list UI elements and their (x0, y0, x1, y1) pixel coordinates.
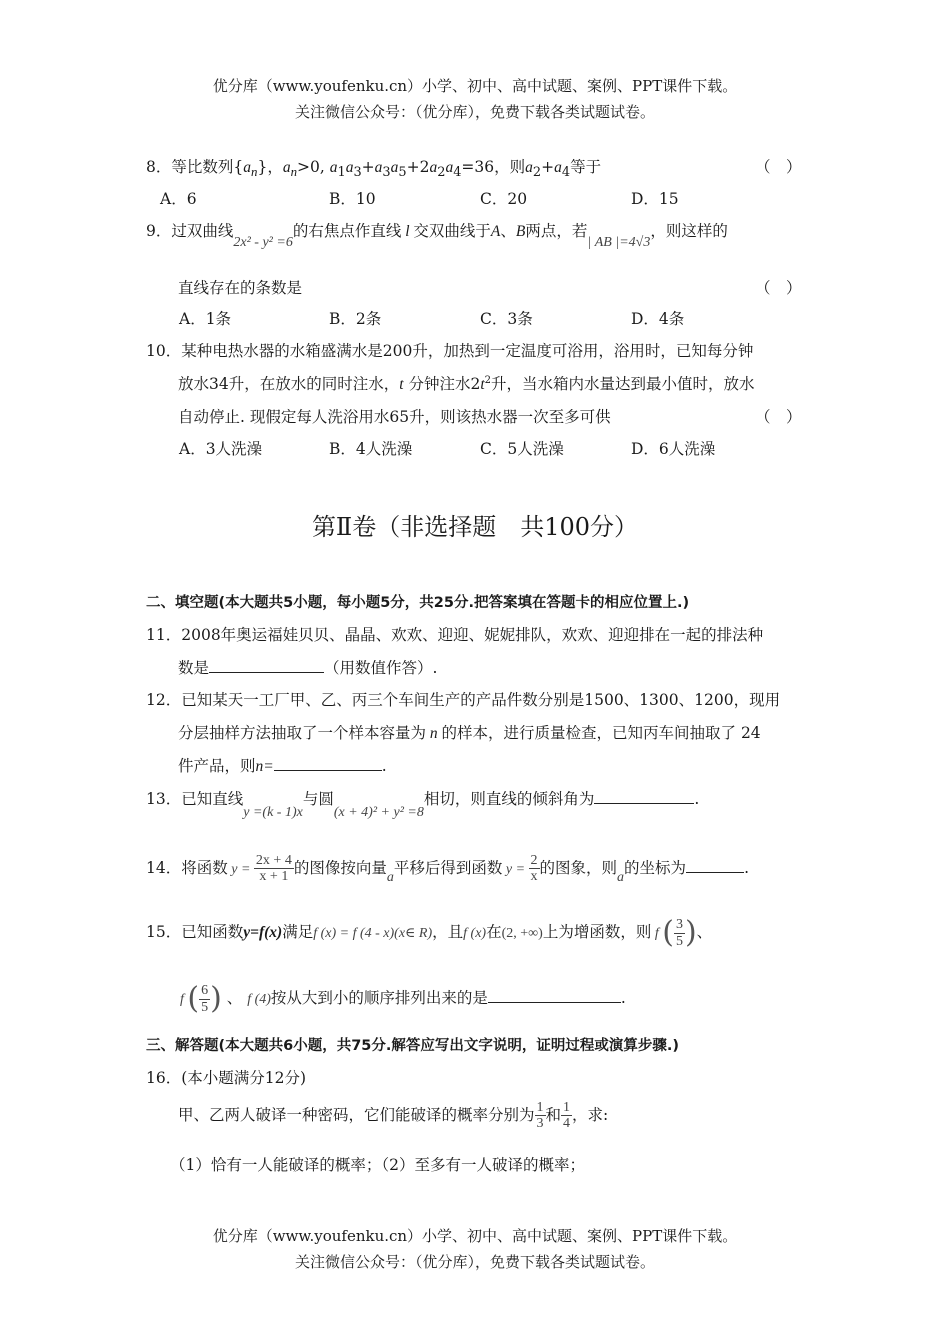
q14-vector-a-2: a (617, 869, 625, 885)
header-line2: 关注微信公众号：（优分库），免费下载各类试题试卷。 (294, 103, 655, 121)
q12-line3: 件产品，则n= . (178, 757, 387, 775)
q16-line2a: 甲、乙两人破译一种密码，它们能破译的概率分别为 (178, 1105, 535, 1124)
q9-stem-e: ，则这样的 (650, 222, 728, 240)
question-11 (146, 623, 763, 645)
q15-f4: f (4) (247, 992, 271, 1007)
q14-f2-denominator: x (530, 869, 538, 885)
q10-line1: 某种电热水器的水箱盛满水是200升，加热到一定温度可浴用，浴用时，已知每分钟 (181, 342, 754, 360)
q14-f2-numerator: 2 (530, 853, 538, 868)
q11-line1: 2008年奥运福娃贝贝、晶晶、欢欢、迎迎、妮妮排队，欢欢、迎迎排在一起的排法种 (181, 626, 764, 644)
q11-answer-blank[interactable] (209, 658, 324, 673)
q8-number: 8． (146, 158, 172, 176)
q13-text-a: 已知直线 (181, 790, 244, 808)
question-10 (146, 339, 753, 361)
q9-option-c: C．3条 (480, 310, 533, 328)
q16-line3: （1）恰有一人能破译的概率；（2）至多有一人破译的概率； (170, 1156, 585, 1174)
q8-option-c: C．20 (480, 190, 528, 208)
q13-number: 13． (146, 790, 182, 808)
q15-frac-6-5 (199, 983, 210, 1015)
q16-line2 (178, 1100, 608, 1132)
q15-line2: f ( $\frac{6}{5}$ ) 、 f (4)按从大到小的顺序排列出来的是 . (180, 981, 626, 1016)
q15-interval: (2, +∞) (501, 926, 543, 941)
q15-fx: f (x) (463, 926, 487, 941)
q12-line2: 分层抽样方法抽取了一个样本容量为 n 的样本，进行质量检查，已知丙车间抽取了 24 (178, 724, 761, 742)
q8-option-b: B．10 (329, 190, 376, 208)
q10-option-b: B．4人洗澡 (329, 440, 413, 458)
q9-stem-b: 的右焦点作直线 (292, 222, 402, 240)
question-13: 13．已知直线y =(k - 1)x与圆(x + 4)² + y² =8相切，则直线的倾斜角为 . (146, 790, 700, 820)
q15-text-f: 上为增函数，则 (542, 923, 652, 941)
q8-option-d: D．15 (631, 190, 679, 208)
q14-answer-blank[interactable] (686, 858, 744, 873)
q9-answer-paren: （ ） (755, 279, 802, 297)
q15-number: 15． (146, 923, 182, 941)
q14-text-a: 将函数 (181, 858, 228, 877)
header-line1: 优分库（www.youfenku.cn）小学、初中、高中试题、案例、PPT课件下载。 (212, 77, 738, 95)
q8-stem-e: 等于 (570, 158, 602, 176)
q11-number: 11． (146, 626, 182, 644)
q10-line2a: 放水34升，在放水的同时注水， (178, 375, 400, 393)
q12-line2b: 的样本，进行质量检查，已知丙车间抽取了 24 (441, 724, 761, 742)
q15-func: y=f(x) (243, 924, 283, 941)
q8-stem-a: 等比数列{ (171, 158, 244, 176)
question-14: 14．将函数 y = $\frac{2x + 4}{x + 1}$ 的图像按向量a平移后得到函数 y = $\frac{2}{x}$ 的图象，则a的坐标为 . (146, 853, 749, 885)
part2-title: 第Ⅱ卷（非选择题 共100分） (311, 513, 639, 541)
question-12 (146, 688, 780, 710)
q8-stem-b: }， (257, 158, 283, 176)
q15-frac-3-5 (674, 917, 685, 949)
footer-line2: 关注微信公众号：（优分库），免费下载各类试题试卷。 (294, 1253, 655, 1271)
q9-line2: 直线存在的条数是 (178, 279, 303, 297)
q14-text-d: 的图象，则 (539, 858, 618, 877)
q12-line3a: 件产品，则 (178, 757, 256, 775)
q15-text-c: 满足 (282, 923, 314, 941)
q9-number: 9． (146, 222, 172, 240)
q14-vector-a: a (386, 869, 394, 885)
q10-line2: 放水34升，在放水的同时注水，t 分钟注水$2t^2$升，当水箱内水量达到最小值时，放水 (178, 374, 755, 393)
q11-line2 (178, 656, 437, 678)
q13-circle-eq: (x + 4)² + y² =8 (333, 805, 424, 820)
q16-line2c: ，求: (572, 1105, 609, 1124)
question-15: 15．已知函数y=f(x)满足f (x) = f (4 - x)(x∈ R)，且f (x)在(2, +∞)上为增函数，则 f ( $\frac{3}{5}$ )、 (146, 915, 713, 950)
q15-frac1-num: 3 (675, 917, 683, 933)
q13-line-eq: y =(k - 1)x (243, 805, 303, 820)
q10-option-c: C．5人洗澡 (480, 440, 564, 458)
q16-p1-den: 3 (536, 1116, 544, 1132)
q16-p2-num: 1 (563, 1100, 571, 1115)
q9-stem-a: 过双曲线 (171, 222, 234, 240)
q9-option-d: D．4条 (631, 310, 685, 328)
q10-number: 10． (146, 342, 182, 360)
q12-n-label: n= (255, 758, 274, 775)
q16-prob-1 (535, 1100, 546, 1132)
q10-line2c: 升，当水箱内水量达到最小值时，放水 (491, 375, 755, 393)
q11-line2a: 数是 (178, 659, 210, 677)
q14-f1-numerator: 2x + 4 (255, 853, 292, 868)
q14-f1-denominator: x + 1 (259, 869, 289, 885)
q8-option-a: A．6 (160, 190, 197, 208)
q15-frac2-num: 6 (201, 983, 209, 999)
q9-option-a: A．1条 (179, 310, 232, 328)
q13-text-b: 与圆 (302, 790, 334, 808)
q14-text-e: 的坐标为 (624, 858, 687, 877)
q15-text-d: ，且 (432, 923, 464, 941)
q10-option-d: D．6人洗澡 (631, 440, 716, 458)
question-8: 8．等比数列$\{a_n\}$，$a_n>0$, $a_1a_3+a_3a_5+2a_2a_4=36$，则$a_2+a_4$等于 (146, 158, 602, 181)
q12-line2a: 分层抽样方法抽取了一个样本容量为 (178, 724, 427, 742)
q14-number: 14． (146, 858, 182, 877)
footer-line1: 优分库（www.youfenku.cn）小学、初中、高中试题、案例、PPT课件下载。 (212, 1227, 738, 1245)
question-16 (146, 1066, 306, 1088)
q11-line2b: （用数值作答）. (324, 659, 438, 677)
q16-line1: (本小题满分12分) (181, 1069, 307, 1087)
question-9: 9．过双曲线2x² - y² =6的右焦点作直线 l 交双曲线于A、B两点，若| AB |=4√3，则这样的 (146, 222, 728, 250)
q10-line3: 自动停止. 现假定每人洗浴用水65升，则该热水器一次至多可供 (178, 408, 611, 426)
q16-p2-den: 4 (563, 1116, 571, 1132)
q9-stem-c: 交双曲线于 (413, 222, 491, 240)
q15-frac2-den: 5 (201, 999, 209, 1015)
q15-text-g: 按从大到小的顺序排列出来的是 (270, 989, 488, 1007)
q15-frac1-den: 5 (675, 933, 683, 949)
q10-option-a: A．3人洗澡 (179, 440, 263, 458)
q10-answer-paren: （ ） (755, 408, 802, 426)
q13-text-c: 相切，则直线的倾斜角为 (423, 790, 595, 808)
q13-answer-blank[interactable] (594, 789, 694, 804)
section3-heading: 三、解答题(本大题共6小题，共75分.解答应写出文字说明，证明过程或演算步骤.) (146, 1038, 680, 1054)
q12-answer-blank[interactable] (274, 756, 382, 771)
q14-text-c: 平移后得到函数 (393, 858, 503, 877)
q12-line1: 已知某天一工厂甲、乙、丙三个车间生产的产品件数分别是1500、1300、1200，现用 (181, 691, 781, 709)
q9-ab-eq: | AB |=4√3 (587, 235, 651, 250)
q16-number: 16． (146, 1069, 182, 1087)
q9-hyperbola-eq: 2x² - y² =6 (233, 235, 293, 250)
q15-text-e: 在 (486, 923, 502, 941)
q8-stem-c: >0, (297, 158, 330, 176)
q14-fraction-1 (254, 853, 294, 885)
q9-option-b: B．2条 (329, 310, 382, 328)
q10-line2b: 分钟注水2 (408, 375, 481, 393)
q16-p1-num: 1 (536, 1100, 544, 1115)
q14-text-b: 的图像按向量 (293, 858, 387, 877)
q15-symmetry-eq: f (x) = f (4 - x)(x∈ R) (313, 926, 433, 941)
q8-stem-d: =36，则 (461, 158, 526, 176)
q16-line2b: 和 (545, 1105, 562, 1124)
q16-prob-2 (561, 1100, 572, 1132)
section2-heading: 二、填空题(本大题共5小题，每小题5分，共25分.把答案填在答题卡的相应位置上.) (146, 595, 690, 611)
q14-fraction-2 (529, 853, 540, 885)
q8-answer-paren: （ ） (755, 158, 802, 176)
q15-answer-blank[interactable] (488, 988, 621, 1003)
q15-text-a: 已知函数 (181, 923, 244, 941)
q12-number: 12． (146, 691, 182, 709)
q9-stem-d: 两点，若 (525, 222, 588, 240)
